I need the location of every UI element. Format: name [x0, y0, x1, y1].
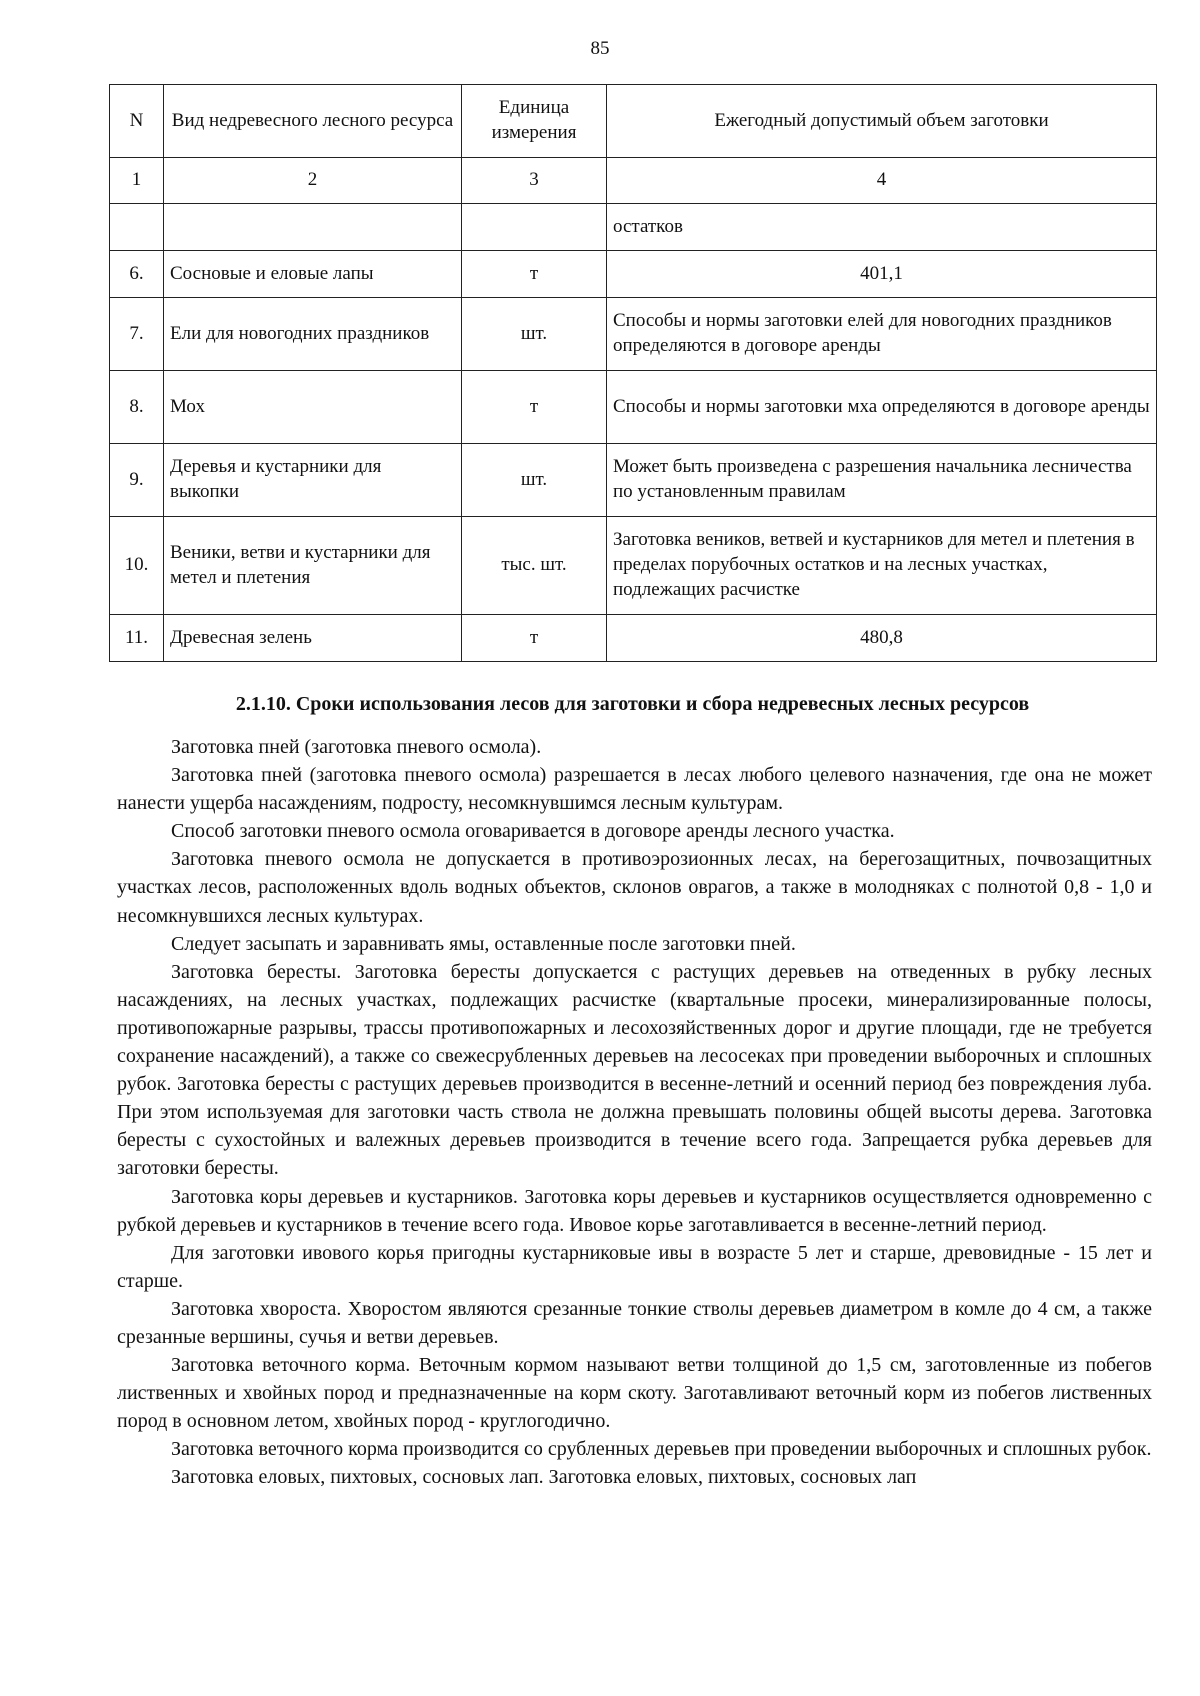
annual-volume: 401,1 [607, 251, 1157, 298]
header-resource-type: Вид недревесного лесного ресурса [164, 85, 462, 158]
table-row [110, 615, 1157, 662]
column-number-cell: 1 [110, 158, 164, 204]
row-number: 6. [110, 251, 164, 298]
paragraph: Заготовка хвороста. Хворостом являются срезанные тонкие стволы деревьев диаметром в комле до 4 см, а также срезанные вершины, сучья и ветви деревьев. [117, 1297, 1152, 1348]
table-row [110, 251, 1157, 298]
header-number: N [110, 85, 164, 158]
paragraph: Заготовка еловых, пихтовых, сосновых лап. Заготовка еловых, пихтовых, сосновых лап [171, 1466, 917, 1489]
table-row [110, 371, 1157, 444]
paragraph: Следует засыпать и заравнивать ямы, оставленные после заготовки пней. [171, 932, 796, 955]
resource-name: Ели для новогодних праздников [164, 298, 462, 371]
section-heading: 2.1.10. Сроки использования лесов для заготовки и сбора недревесных лесных ресурсов [235, 693, 1030, 715]
paragraph: Заготовка пней (заготовка пневого осмола) разрешается в лесах любого целевого назначения, где она не может нанести ущерба насаждениям, подросту, несомкнувшимся лесным культурам. [117, 764, 1152, 815]
resource-name [164, 204, 462, 251]
column-number-cell: 2 [164, 158, 462, 204]
row-number: 8. [110, 371, 164, 444]
table-row [110, 444, 1157, 517]
paragraph: Для заготовки ивового корья пригодны кустарниковые ивы в возрасте 5 лет и старше, древовидные - 15 лет и старше. [117, 1241, 1152, 1292]
table-row [110, 298, 1157, 371]
unit: т [462, 615, 607, 662]
unit: шт. [462, 444, 607, 517]
page-number: 85 [590, 38, 610, 59]
resource-name: Мох [164, 371, 462, 444]
table-row [110, 517, 1157, 615]
resource-name: Деревья и кустарники для выкопки [164, 444, 462, 517]
unit [462, 204, 607, 251]
header-unit: Единица измерения [462, 85, 607, 158]
column-number-cell: 4 [607, 158, 1157, 204]
paragraph: Заготовка веточного корма. Веточным кормом называют ветви толщиной до 1,5 см, заготовленные из побегов лиственных и хвойных пород и предназначенные на корм скоту. Заготавливают веточный корм из побегов лиственных пород в основном летом, хвойных пород - круглогодично. [117, 1354, 1152, 1433]
row-number: 7. [110, 298, 164, 371]
section-body [117, 733, 1152, 1492]
annual-volume: 480,8 [607, 615, 1157, 662]
annual-volume: Способы и нормы заготовки елей для новогодних праздников определяются в договоре аренды [607, 298, 1157, 371]
paragraph: Заготовка пневого осмола не допускается в противоэрозионных лесах, на берегозащитных, почвозащитных участках лесов, расположенных вдоль водных объектов, склонов оврагов, а также в молодняках с полнотой 0,8 - 1,0 и несомкнувшихся лесных культурах. [117, 848, 1152, 927]
unit: т [462, 251, 607, 298]
table-column-number-row [110, 158, 1157, 204]
row-number: 9. [110, 444, 164, 517]
row-number: 11. [110, 615, 164, 662]
unit: шт. [462, 298, 607, 371]
paragraph: Заготовка коры деревьев и кустарников. Заготовка коры деревьев и кустарников осуществляется одновременно с рубкой деревьев и кустарников в течение всего года. Ивовое корье заготавливается в весенне-летний период. [117, 1185, 1152, 1236]
table-row [110, 204, 1157, 251]
resource-name: Сосновые и еловые лапы [164, 251, 462, 298]
resource-name: Древесная зелень [164, 615, 462, 662]
paragraph: Заготовка пней (заготовка пневого осмола). [171, 736, 542, 758]
unit: т [462, 371, 607, 444]
resource-name: Веники, ветви и кустарники для метел и плетения [164, 517, 462, 615]
annual-volume: Заготовка веников, ветвей и кустарников для метел и плетения в пределах порубочных остатков и на лесных участках, подлежащих расчистке [607, 517, 1157, 615]
paragraph: Заготовка веточного корма производится со срубленных деревьев при проведении выборочных и сплошных рубок. [171, 1438, 1152, 1461]
unit: тыс. шт. [462, 517, 607, 615]
resources-table [109, 84, 1157, 662]
annual-volume: остатков [607, 204, 1157, 251]
row-number [110, 204, 164, 251]
row-number: 10. [110, 517, 164, 615]
header-annual-volume: Ежегодный допустимый объем заготовки [607, 85, 1157, 158]
paragraph: Способ заготовки пневого осмола оговаривается в договоре аренды лесного участка. [171, 820, 895, 843]
paragraph: Заготовка бересты. Заготовка бересты допускается с растущих деревьев на отведенных в рубку лесных насаждениях, на лесных участках, подлежащих расчистке (квартальные просеки, минерализированные полосы, противопожарные разрывы, трассы противопожарных и лесохозяйственных дорог и другие площади, где не требуется сохранение насаждений), а также со свежесрубленных деревьев на лесосеках при проведении выборочных и сплошных рубок. Заготовка бересты с растущих деревьев производится в весенне-летний и осенний период без повреждения луба. При этом используемая для заготовки часть ствола не должна превышать половины общей высоты дерева. Заготовка бересты с сухостойных и валежных деревьев производится в течение всего года. Запрещается рубка деревьев для заготовки бересты. [117, 960, 1152, 1180]
column-number-cell: 3 [462, 158, 607, 204]
annual-volume: Может быть произведена с разрешения начальника лесничества по установленным правилам [607, 444, 1157, 517]
annual-volume: Способы и нормы заготовки мха определяются в договоре аренды [607, 371, 1157, 444]
table-header-row [110, 85, 1157, 158]
